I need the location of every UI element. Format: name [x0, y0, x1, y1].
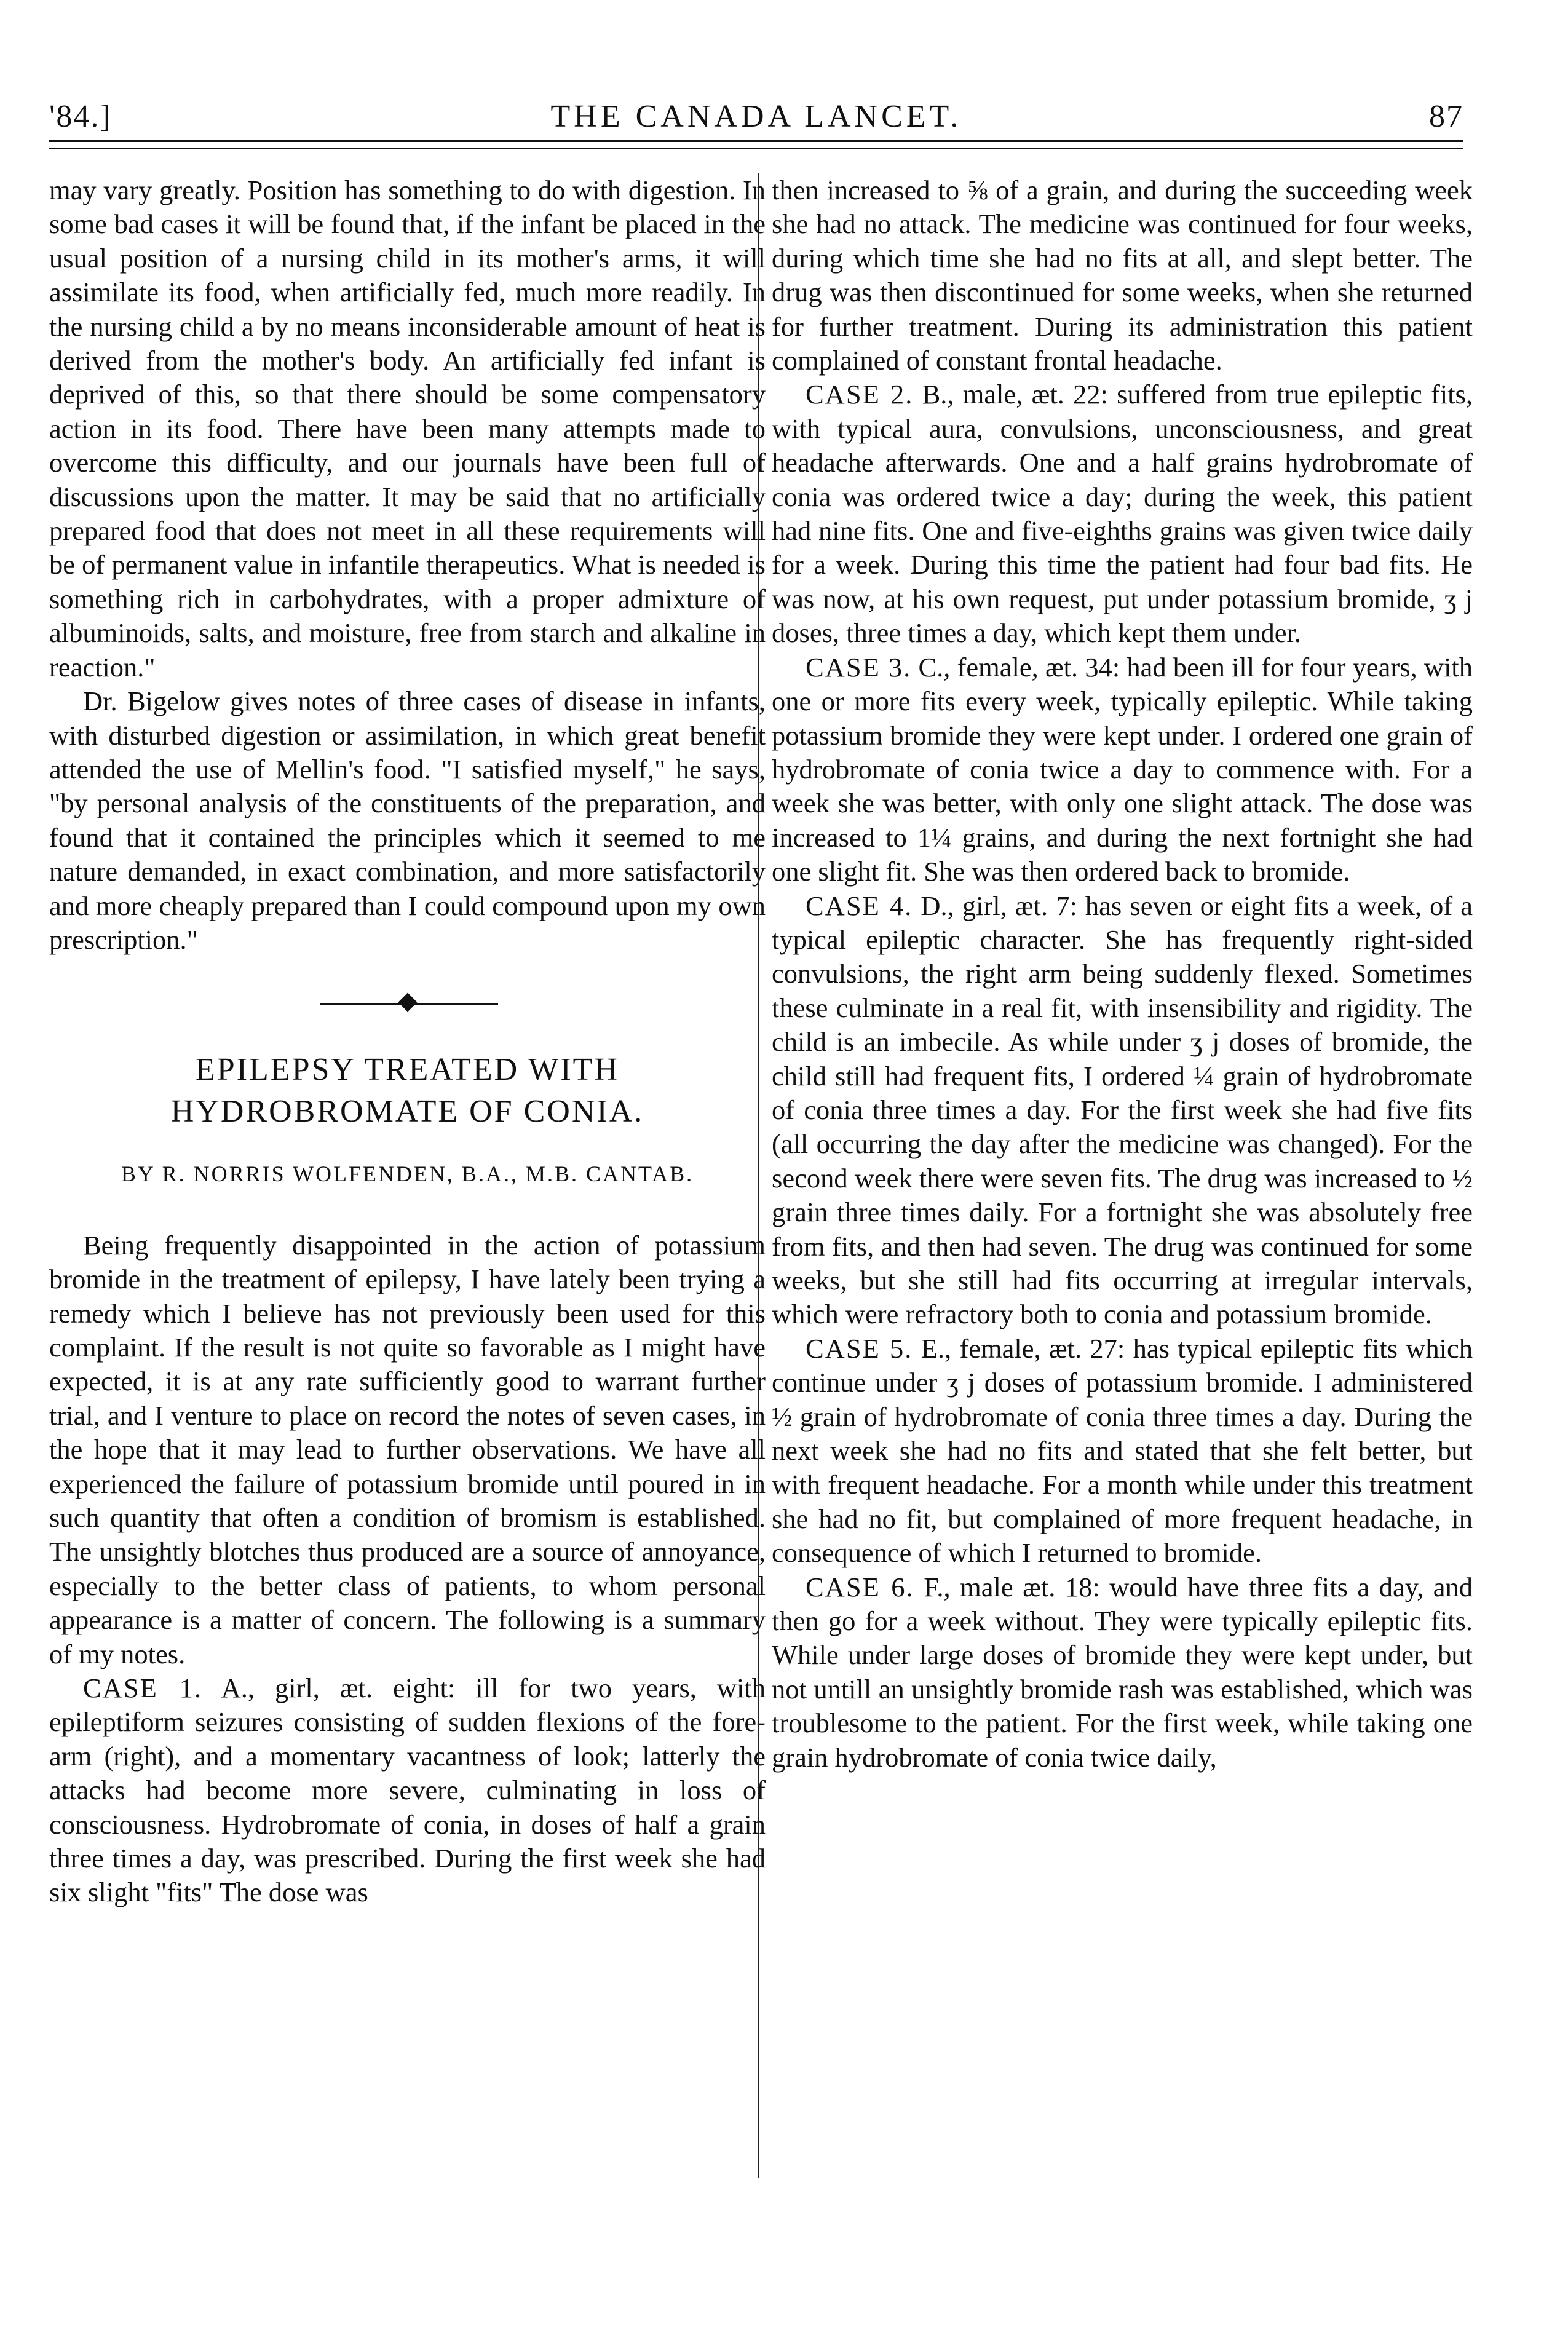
article-title: EPILEPSY TREATED WITH HYDROBROMATE OF CONIA.	[170, 1052, 644, 1130]
column-divider	[758, 173, 759, 2178]
right-column	[772, 173, 1473, 2178]
section-separator	[49, 957, 766, 1049]
case-1-continuation: then increased to ⅝ of a grain, and during the succeeding week she had no attack. The medicine was continued for four weeks, during which time she had no fits at all, and slept better. The drug was then discontinued for some weeks, when she returned for further treatment. During its administration this patient complained of constant frontal headache.	[772, 175, 1473, 376]
case-1-text: A., girl, æt. eight: ill for two years, with epileptiform seizures consisting of sudden flexions of the fore-arm (right), and a momentary vacantness of look; latterly the attacks had become more severe, culminating in loss of consciousness. Hydrobromate of conia, in doses of half a grain three times a day, was prescribed. During the first week she had six slight "fits" The dose was	[49, 1673, 766, 1908]
case-3-paragraph	[772, 651, 1473, 889]
case-4-label: CASE 4.	[806, 890, 913, 921]
case-6-paragraph	[772, 1570, 1473, 1775]
case-3-text: C., female, æt. 34: had been ill for four years, with one or more fits every week, typically epileptic. While taking potassium bromide they were kept under. I ordered one grain of hydrobromate of conia twice a day to commence with. For a week she was better, with only one slight attack. The dose was increased to 1¼ grains, and during the next fortnight she had one slight fit. She was then ordered back to bromide.	[772, 651, 1473, 887]
case-5-paragraph	[772, 1332, 1473, 1570]
page-number: 87	[1429, 99, 1463, 134]
case-2-label: CASE 2.	[806, 379, 914, 410]
case-2-text: B., male, æt. 22: suffered from true epileptic fits, with typical aura, convulsions, unconsciousness, and great headache afterwards. One and a half grains hydrobromate of conia was ordered twice a day; during the week, this patient had nine fits. One and five-eighths grains was given twice daily for a week. During this time the patient had four bad fits. He was now, at his own request, put under potassium bromide, ʒ j doses, three times a day, which kept them under.	[772, 379, 1473, 649]
case-3-label: CASE 3.	[806, 651, 912, 683]
diamond-ornament-icon	[398, 993, 417, 1012]
intro-paragraph: Being frequently disappointed in the action of potassium bromide in the treatment of epilepsy, I have lately been trying a remedy which I believe has not previously been used for this complaint. If the result is not quite so favorable as I might have expected, it is at any rate sufficiently good to warrant further trial, and I venture to place on record the notes of seven cases, in the hope that it may lead to further observations. We have all experienced the failure of potassium bromide until poured in in such quantity that often a condition of bromism is established. The unsightly blotches thus produced are a source of annoyance, especially to the better class of patients, to whom personal appearance is a matter of concern. The following is a summary of my notes.	[49, 1229, 766, 1669]
article-byline: BY R. NORRIS WOLFENDEN, B.A., M.B. CANTAB.	[121, 1162, 694, 1187]
running-header	[49, 92, 1463, 141]
left-column	[49, 173, 766, 2178]
case-6-text: F., male æt. 18: would have three fits a day, and then go for a week without. They were typically epileptic fits. While under large doses of bromide they were kept under, but not untill an unsightly bromide rash was established, which was troublesome to the patient. For the first week, while taking one grain hydrobromate of conia twice daily,	[772, 1571, 1473, 1773]
case-5-label: CASE 5.	[806, 1332, 913, 1364]
case-2-paragraph	[772, 378, 1473, 650]
continuation-paragraph: may vary greatly. Position has something to do with digestion. In some bad cases it will be found that, if the infant be placed in the usual position of a nursing child in its mother's arms, it will assimilate its food, when artificially fed, much more readily. In the nursing child a by no means inconsiderable amount of heat is derived from the mother's body. An artificially fed infant is deprived of this, so that there should be some compensatory action in its food. There have been many attempts made to overcome this difficulty, and our journals have been full of discussions upon the matter. It may be said that no artificially prepared food that does not meet in all these requirements will be of permanent value in infantile therapeutics. What is needed is something rich in carbohydrates, with a proper admixture of albuminoids, salts, and moisture, free from starch and alkaline in reaction."	[49, 175, 766, 683]
case-4-text: D., girl, æt. 7: has seven or eight fits a week, of a typical epileptic character. She has frequently right-sided convulsions, the right arm being suddenly flexed. Sometimes these culminate in a real fit, with insensibility and rigidity. The child is an imbecile. As while under ʒ j doses of bromide, the child still had frequent fits, I ordered ¼ grain of hydrobromate of conia three times a day. For the first week she had five fits (all occurring the day after the medicine was changed). For the second week there were seven fits. The drug was increased to ½ grain three times daily. For a fortnight she was absolutely free from fits, and then had seven. The drug was continued for some weeks, but she still had fits occurring at irregular intervals, which were refractory both to conia and potassium bromide.	[772, 890, 1473, 1330]
bigelow-paragraph: Dr. Bigelow gives notes of three cases of disease in infants, with disturbed digestion or assimilation, in which great benefit attended the use of Mellin's food. "I satisfied myself," he says, "by personal analysis of the constituents of the preparation, and found that it contained the principles which it seemed to me nature demanded, in exact combination, and more satisfactorily and more cheaply prepared than I could compound upon my own prescription."	[49, 686, 766, 955]
case-4-paragraph	[772, 889, 1473, 1332]
header-rule-bottom	[49, 148, 1463, 149]
header-rule-top	[49, 140, 1463, 142]
case-1-label: CASE 1.	[83, 1673, 203, 1704]
case-6-label: CASE 6.	[806, 1571, 914, 1602]
case-5-text: E., female, æt. 27: has typical epileptic fits which continue under ʒ j doses of potassium bromide. I administered ½ grain of hydrobromate of conia three times a day. During the next week she had no fits and stated that she felt better, but with frequent headache. For a month while under this treatment she had no fit, but complained of more frequent headache, in consequence of which I returned to bromide.	[772, 1332, 1473, 1569]
case-1-paragraph	[49, 1671, 766, 1910]
header-year: '84.]	[49, 99, 112, 134]
journal-title: THE CANADA LANCET.	[550, 99, 962, 134]
